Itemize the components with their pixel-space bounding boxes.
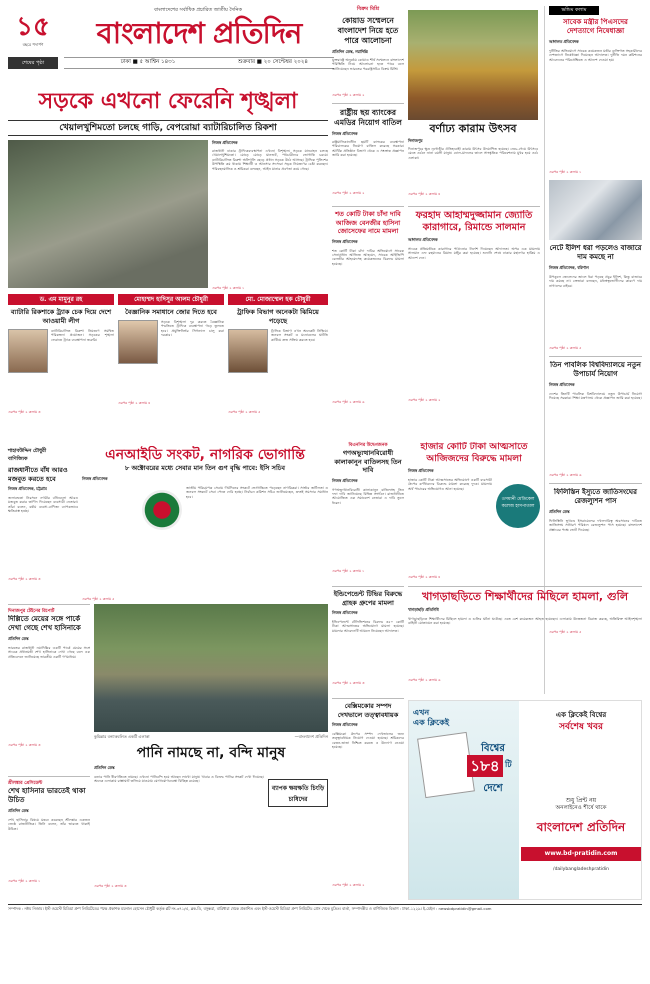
flood-story [94, 744, 328, 899]
columnist-body-1: ব্যাটারিচালিত রিকশা নিয়ন্ত্রণে সমন্বিত পরিকল্পনা প্রয়োজন। সড়কের শৃঙ্খলা ফেরাতে ট্র্যাক ব্যবস্থাপনা জরুরি। [51, 329, 114, 342]
advertisement [408, 700, 642, 900]
flood-body: বন্যার পানি ধীরগতিতে নামছে। এখনো পানিবন্দি হয়ে আছেন লাখো মানুষ। খাবার ও বিশুদ্ধ পানির সংকট দেখা দিয়েছে। অনেক এলাকায় রাস্তাঘাট তলিয়ে যাওয়ায় যোগাযোগব্যবস্থা বিচ্ছিন্ন রয়েছে। [94, 775, 264, 784]
demands-more: এরপর পৃষ্ঠা ২ কলাম ১ [332, 568, 365, 573]
delhi-kicker: দিনাজপুর টেইনের রিপোর্ট [8, 609, 55, 614]
nid-byline: নিজস্ব প্রতিবেদক [82, 476, 108, 481]
bexim-headline: বেক্সিমকোর সম্পদ দেখভালে তত্ত্বাবধায়ক [337, 702, 399, 719]
shahabuddin-headline: রাজধানীতে বাঁধ আরও মজবুত করতে হবে [8, 466, 68, 483]
farhad-body: সাবেক প্রতিমন্ত্রীকে কারাগারে পাঠানোর নির্দেশ দিয়েছেন আদালত। অপর এক মামলায় সালমান এফ রহমানের রিমান্ড মঞ্জুর করা হয়েছে। শুনানি শেষে ঢাকার মহানগর হাকিম এ আদেশ দেন। [408, 247, 540, 260]
aziz-headline: শত কোটি টাকা চাঁদা দাবি আজিজ বেনজীর হাসিনা জোসেফের নামে মামলা [335, 210, 401, 235]
srilanka-body: শেখ হাসিনার বিষয়ে মন্তব্য করেছেন শ্রীলঙ্কার একজন জ্যেষ্ঠ রাজনীতিক। তিনি বলেন, তাঁর ভারতে থাকাই উচিত। [8, 818, 90, 831]
demands-kicker: বিএনপির উদ্বেগজনক [348, 443, 388, 448]
farhad-story [408, 206, 540, 438]
vikram-more: এরপর পৃষ্ঠা ২ কলাম ২ [332, 93, 365, 97]
khagra-body: খাগড়াছড়িতে শিক্ষার্থীদের মিছিলে হামলা ও গুলির ঘটনা ঘটেছে। এতে বেশ কয়েকজন আহত হয়েছেন। এলাকায় উত্তেজনা বিরাজ করছে, অতিরিক্ত আইনশৃঙ্খলা বাহিনী মোতায়েন করা হয়েছে। [408, 617, 642, 626]
bexim-body: বেক্সিমকো গ্রুপের সম্পদ দেখভালের জন্য তত্ত্বাবধায়ক নিয়োগ দেওয়া হয়েছে। শ্রমিকদের বেতন-ভাতা নিশ্চিত করতে এ উদ্যোগ নেওয়া হয়েছে। [332, 732, 404, 750]
right-headline-3: তিন পাবলিক বিশ্ববিদ্যালয়ে নতুন উপাচার্য নিয়োগ [550, 361, 641, 378]
columnist-body-3: ট্রাফিক বিভাগ এখন অনেকটা নিষ্ক্রিয়। জনবল সংকট ও মনোবলের ঘাটতি কাটিয়ে দ্রুত সক্রিয় করতে হবে। [271, 329, 328, 342]
nid-headline: এনআইডি সংকট, নাগরিক ভোগান্তি [105, 447, 305, 463]
ad-unit: টি [505, 760, 512, 769]
shahabuddin-body: জলাবদ্ধতা নিরসনে নগরীর বাঁধগুলো আরও মজবুত করার তাগিদ দিয়েছেন ব্যবসায়ী নেতারা। তাঁরা বলেন, বর্ষায় ব্যবসা-বাণিজ্য ব্যাপকভাবে ক্ষতিগ্রস্ত হচ্ছে। [8, 496, 78, 514]
shahabuddin-byline: নিজস্ব প্রতিবেদক, চট্টগ্রাম [8, 486, 47, 491]
right-more-1: এরপর পৃষ্ঠা ২ কলাম ১ [549, 170, 582, 174]
columnist-more-1: এরপর পৃষ্ঠা ২ কলাম ৩ [8, 410, 41, 414]
right-headline-1: সাবেক মন্ত্রীর পিএসদের দেশত্যাগে নিষেধাজ্ঞা [563, 18, 628, 35]
right-kicker: ভন্ডিম কলাম [549, 6, 599, 15]
right-body-1: দুর্নীতির অভিযোগে সাবেক কয়েকজন মন্ত্রীর ব্যক্তিগত সহকারীদের দেশত্যাগে নিষেধাজ্ঞা দিয়েছেন আদালত। দুর্নীতি দমন কমিশনের আবেদনের পরিপ্রেক্ষিতে এ আদেশ দেওয়া হয়। [549, 49, 642, 62]
independent-byline: নিজস্ব প্রতিবেদক [332, 610, 358, 615]
srilanka-story [8, 776, 90, 896]
hajar-body: হাজার কোটি টাকা আত্মসাতের অভিযোগে একটি ব্যবসায়ী গ্রুপের কর্ণধারদের বিরুদ্ধে মামলা করেছে দুদক। মামলায় অর্থ পাচারের অভিযোগও আনা হয়েছে। [408, 478, 492, 491]
bank-headline: রাষ্ট্রীয় ছয় ব্যাংকের এমডির নিয়োগ বাতিল [334, 108, 402, 127]
karam-festival-photo [408, 10, 538, 120]
khagra-story [408, 586, 642, 696]
delhi-headline: দিল্লিতে মেয়ের সঙ্গে পার্কে দেখা গেছে শেখ হাসিনাকে [8, 615, 81, 632]
flood-photo [94, 604, 328, 732]
hajar-byline: নিজস্ব প্রতিবেদক [408, 468, 434, 473]
ad-count: ১৮৪ [467, 755, 503, 777]
karam-headline: বর্ণাঢ্য কারাম উৎসব [429, 122, 517, 135]
ad-url: www.bd-pratidin.com [521, 847, 641, 861]
hajar-headline: হাজার কোটি টাকা আত্মসাতে আজিজদের বিরুদ্ধে মামলা [420, 442, 528, 464]
srilanka-kicker: শ্রীলঙ্কার প্রেসিডেন্ট [8, 781, 43, 786]
anniversary-text: বছরে পদার্পণ [22, 42, 44, 47]
lead-more: এরপর পৃষ্ঠা ২ কলাম ১ [212, 286, 245, 290]
aziz-story [332, 206, 404, 438]
columnist-name-3: মো. মোজাম্মেল হক চৌধুরী [228, 294, 328, 305]
delhi-byline: প্রতিদিন ডেস্ক [8, 636, 29, 641]
lead-body: রাজধানী ঢাকার ট্রাফিকব্যবস্থাপনা এখনো বিশৃঙ্খল। সড়কে যানবাহন চলছে খেয়ালখুশিমতো। মোড়ে মোড়ে যানজট, পথচারীদের ভোগান্তি চরমে। ব্যাটারিচালিত রিকশা অলিগলি ছেড়ে প্রধান সড়কে উঠে আসছে। ট্রাফিক পুলিশের উপস্থিতি কম থাকায় শিক্ষার্থী ও আনসার সদস্যরা সড়ক নিয়ন্ত্রণের চেষ্টা করছেন। পরিবহনমালিক ও শ্রমিকরা বলছেন, আইন মানার প্রবণতা কমে গেছে। [212, 149, 328, 171]
columnist-title-1: ব্যাটারি রিকশাকে ট্র্যাক চেক দিয়ে দেশে আওয়ামী লীগ [10, 308, 112, 325]
independent-more: এরপর পৃষ্ঠা ২ কলাম ৩ [332, 681, 365, 685]
bexim-byline: নিজস্ব প্রতিবেদক [332, 722, 358, 727]
hilsa-photo [549, 180, 642, 240]
ad-line-2: এক ক্লিকেই [413, 718, 449, 727]
nid-more: এরপর পৃষ্ঠা ২ কলাম ৫ [82, 597, 115, 601]
srilanka-more: এরপর পৃষ্ঠা ২ কলাম ১ [8, 879, 41, 883]
masthead-tagline: বাংলাদেশের সর্বাধিক প্রচারিত জাতীয় দৈনিক [154, 7, 242, 13]
columnist-more-2: এরপর পৃষ্ঠা ২ কলাম ৪ [118, 401, 151, 405]
columnist-photo-3 [228, 329, 268, 373]
lead-subhead: খেয়ালখুশিমতো চলছে গাড়ি, বেপরোয়া ব্যাটারিচালিত রিকশা [8, 120, 328, 136]
nid-subhead: ৮ অক্টোবরের মধ্যে সেবার মান তিন গুণ বৃদ্ধি পাবে: ইসি সচিব [125, 464, 285, 472]
flood-caption: কুমিল্লার বন্যাকবলিত একটি এলাকা [94, 734, 150, 739]
ad-line-3: বিশ্বের [481, 743, 505, 754]
demands-byline: নিজস্ব প্রতিবেদক [332, 477, 358, 483]
flood-more: এরপর পৃষ্ঠা ২ কলাম ৩ [94, 884, 127, 888]
ad-line-4: দেশে [483, 783, 503, 794]
columnist-name-2: মোহাম্মদ হাদিসুর আলম চৌধুরী [118, 294, 224, 305]
shahabuddin-subkicker: বাণিজ্যিক [8, 456, 28, 462]
demands-headline: গণঅভ্যুত্থানবিরোধী কালাকানুন বাতিলসহ তিন দাবি [334, 449, 402, 474]
right-more-4: এরপর পৃষ্ঠা ২ কলাম ৫ [549, 630, 582, 634]
columnist-1 [8, 294, 114, 444]
ad-left-panel [409, 701, 519, 899]
independent-body: ইন্ডিপেন্ডেন্ট টেলিভিশনের বিরুদ্ধে ৩৫০ কোটি টাকা আত্মসাতের অভিযোগে মামলা হয়েছে। মামলার আবেদনটি আমলে নিয়েছেন আদালত। [332, 620, 404, 633]
delhi-more: এরপর পৃষ্ঠা ২ কলাম ৩ [8, 743, 41, 747]
ad-line-1: এখন [413, 708, 430, 717]
right-headline-4: ফিলিস্তিন ইস্যুতে জাতিসংঘের রেজল্যুশন পাস [554, 488, 637, 505]
ad-right-1: এক ক্লিকেই বিশ্বের [555, 711, 607, 719]
columnist-photo-2 [118, 320, 158, 364]
divider [549, 356, 642, 357]
page-label: শেষের পৃষ্ঠা [8, 57, 58, 69]
hajar-story [408, 442, 540, 582]
bank-byline: নিজস্ব প্রতিবেদক [332, 131, 358, 136]
columnist-more-3: এরপর পৃষ্ঠা ২ কলাম ৫ [228, 410, 261, 414]
khagra-headline: খাগড়াছড়িতে শিক্ষার্থীদের মিছিলে হামলা, গুলি [421, 590, 629, 603]
ad-right-2: সর্বশেষ খবর [559, 722, 603, 732]
srilanka-headline: শেখ হাসিনার ভারতেই থাকা উচিত [8, 787, 86, 804]
ec-logo [142, 490, 182, 530]
flood-credit: —বাংলাদেশ প্রতিদিন [294, 734, 328, 739]
columnist-3 [228, 294, 328, 444]
right-body-3: দেশের তিনটি পাবলিক বিশ্ববিদ্যালয়ে নতুন উপাচার্য নিয়োগ দিয়েছে সরকার। শিক্ষা মন্ত্রণালয় থেকে প্রজ্ঞাপন জারি করা হয়েছে। [549, 392, 642, 401]
delhi-body: ভারতের রাজধানী নয়াদিল্লির একটি পার্কে মেয়ের সঙ্গে সাবেক প্রধানমন্ত্রী শেখ হাসিনাকে দেখা গেছে বলে এক প্রতিবেদনে জানিয়েছে ভারতীয় একটি গণমাধ্যম। [8, 646, 90, 659]
shrimp-box: ব্যাপক ক্ষয়ক্ষতি চিংড়ি চাষিদের [268, 779, 328, 807]
footer-imprint: সম্পাদক : নঈম নিজাম। ইস্ট ওয়েস্ট মিডিয়া গ্রুপ লিমিটেডের পক্ষে প্রকাশক ময়নাল হোসেন চৌধুরী কর্তৃক প্লট নং-৩৭১/এ, ব্লক-ডি, বসুন্ধরা, বারিধারা থেকে প্রকাশিত এবং ইস্ট ওয়েস্ট মিডিয়া গ্রুপ লিমিটেড প্রেস থেকে মুদ্রিত। বার্তা, সম্পাদকীয় ও বাণিজ্যিক বিভাগ : ঢাকা-১২২৯। ই-মেইল : newsbdpratidin@gmail.com [8, 906, 492, 911]
vikram-byline: প্রতিদিন ডেস্ক, নয়াদিল্লি [332, 49, 368, 54]
footer-rule [8, 904, 642, 905]
demands-story [332, 442, 404, 582]
karam-story [408, 122, 538, 202]
vikram-story [332, 6, 404, 199]
right-body-2: উপকূলে জেলেদের জালে ধরা পড়ছে প্রচুর ইলিশ, কিন্তু বাজারে দাম কমছে না। ক্রেতারা বলছেন, মধ্যস্বত্বভোগীদের কারণে দাম নাগালের বাইরে। [549, 275, 642, 288]
right-byline-1: আদালত প্রতিবেদক [549, 39, 579, 44]
columnist-title-2: বৈজ্ঞানিক সমাধানে জোর দিতে হবে [125, 308, 217, 316]
traffic-photo [8, 140, 208, 288]
bank-more: এরপর পৃষ্ঠা ২ কলাম ২ [332, 191, 365, 195]
bank-body: রাষ্ট্রমালিকানাধীন ছয়টি ব্যাংকের ব্যবস্থাপনা পরিচালকের নিয়োগ বাতিল করেছে সরকার। আর্থিক প্রতিষ্ঠান বিভাগ থেকে এ সংক্রান্ত প্রজ্ঞাপন জারি করা হয়েছে। [332, 140, 404, 158]
columnist-photo-1 [8, 329, 48, 373]
lead-body-wrap [212, 140, 328, 290]
columnist-body-2: সড়কে বিশৃঙ্খলা দূর করতে বৈজ্ঞানিক পদ্ধতিতে ট্রাফিক ব্যবস্থাপনা গড়ে তুলতে হবে। প্রযুক্তিনির্ভর সিগন্যাল চালু করা দরকার। [161, 320, 224, 338]
right-more-2: এরপর পৃষ্ঠা ২ কলাম ৫ [549, 346, 582, 350]
vikram-headline: কোয়াড সম্মেলনে বাংলাদেশ নিয়ে হতে পারে আলোচনা [337, 16, 399, 45]
karam-more: এরপর পৃষ্ঠা ২ কলাম ৪ [408, 192, 441, 196]
lead-headline: সড়কে এখনো ফেরেনি শৃঙ্খলা [38, 89, 298, 114]
masthead-title: বাংলাদেশ প্রতিদিন [96, 16, 302, 50]
karam-body: দিনাজপুরে ক্ষুদ্র নৃগোষ্ঠীর ঐতিহ্যবাহী কারাম উৎসব উদযাপিত হয়েছে। নেচে-গেয়ে উৎসবে মেতে ওঠেন নানা বয়সী মানুষ। ঢোল-মাদলের তালে সাংস্কৃতিক পরিবেশনায় মুখর হয়ে ওঠে এলাকা। [408, 147, 538, 160]
khagra-more: এরপর পৃষ্ঠা ২ কলাম ৬ [408, 678, 441, 682]
weekday-date: শুক্রবার ■ ২০ সেপ্টেম্বর ২০২৪ [237, 59, 308, 65]
columnist-2 [118, 294, 224, 444]
farhad-headline: ফরহাদ আহাম্মদুজ্জামান জ্যোতি কারাগারে, রিমান্ডে সালমান [415, 210, 533, 233]
right-byline-2: নিজস্ব প্রতিবেদক, বরিশাল [549, 265, 589, 270]
ad-social: /dailybangladeshpratidin [553, 867, 609, 872]
aziz-byline: নিজস্ব প্রতিবেদক [332, 238, 358, 244]
ad-brand: বাংলাদেশ প্রতিদিন [536, 820, 626, 834]
lead-byline: নিজস্ব প্রতিবেদক [212, 140, 238, 145]
farhad-byline: আদালত প্রতিবেদক [408, 237, 438, 242]
columnist-title-3: ট্রাফিক বিভাগ অনেকটা ঝিমিয়ে পড়েছে [237, 308, 319, 325]
bexim-more: এরপর পৃষ্ঠা ২ কলাম ২ [332, 883, 365, 887]
srilanka-byline: প্রতিদিন ডেস্ক [8, 808, 29, 813]
shahabuddin-story [8, 448, 78, 598]
flood-byline: প্রতিদিন ডেস্ক [94, 765, 115, 770]
anniversary-number: ১৫ [16, 12, 50, 42]
city-date: ঢাকা ■ ৫ আশ্বিন ১৪৩১ [120, 59, 176, 65]
columnist-name-1: ড. এম মামুনুর রহ [8, 294, 114, 305]
right-more-3: এরপর পৃষ্ঠা ২ কলাম ৬ [549, 473, 582, 477]
demands-body: গণঅভ্যুত্থানবিরোধী কালাকানুন বাতিলসহ তিন দফা দাবি জানিয়েছে বিভিন্ন সংগঠন। রাজধানীতে আয়োজিত এক সমাবেশে নেতারা এ দাবি তুলে ধরেন। [332, 487, 404, 505]
shahabuddin-kicker: শাহাবউদ্দিন চৌধুরী [8, 448, 47, 454]
ad-right-4: অনলাইনেও শীর্ষে থাকে [555, 805, 607, 811]
aziz-body: শত কোটি টাকা চাঁদা দাবির অভিযোগে সাবেক সেনাপ্রধান আজিজ আহমেদ, সাবেক আইজিপি বেনজীর আহমেদসহ কয়েকজনের বিরুদ্ধে মামলা হয়েছে। [332, 248, 404, 266]
divider [549, 483, 642, 484]
divider [332, 103, 404, 104]
right-headline-2: নেটে ইলিশ ধরা পড়লেও বাজারে দাম কমছে না [549, 244, 642, 261]
vikram-kicker: বিক্রম মিশ্রি [356, 6, 380, 12]
karam-byline: দিনাজপুর [408, 138, 423, 143]
hospital-badge: ওসমানী মেডিকেল কলেজ হাসপাতাল [496, 484, 540, 528]
delhi-story [8, 604, 90, 774]
nid-story [82, 446, 328, 601]
nid-body: জাতীয় পরিচয়পত্র সেবায় দীর্ঘদিনের সংকটে ভোগান্তিতে পড়েছেন নাগরিকরা। সার্ভার জটিলতা ও জনবল সংকটে সেবা পেতে দেরি হচ্ছে। নির্বাচন কমিশন সচিব জানিয়েছেন, দ্রুতই সমস্যার সমাধান হবে। [186, 486, 328, 499]
shahabuddin-more: এরপর পৃষ্ঠা ২ কলাম ৩ [8, 577, 41, 581]
anniversary-badge [8, 12, 58, 54]
vikram-body: যুক্তরাষ্ট্রে অনুষ্ঠেয় কোয়াড শীর্ষ সম্মেলনে বাংলাদেশ পরিস্থিতি নিয়ে আলোচনা হতে পারে বলে জানিয়েছেন ভারতের পররাষ্ট্রসচিব বিক্রম মিশ্রি। [332, 58, 404, 71]
farhad-more: এরপর পৃষ্ঠা ২ কলাম ২ [408, 398, 441, 402]
right-byline-3: নিজস্ব প্রতিবেদক [549, 382, 575, 387]
independent-headline: ইন্ডিপেন্ডেন্ট টিভির বিরুদ্ধে গ্রাহক গ্রুপের মামলা [333, 590, 403, 607]
right-body-4: ফিলিস্তিনি ভূখণ্ডে ইসরায়েলের দখলদারিত্ব অবসানের দাবিতে জাতিসংঘ সাধারণ পরিষদে রেজল্যুশন পাস হয়েছে। বাংলাদেশ প্রস্তাবের পক্ষে ভোট দিয়েছে। [549, 519, 642, 532]
bexim-story [332, 698, 404, 898]
hajar-more: এরপর পৃষ্ঠা ২ কলাম ৪ [408, 575, 441, 579]
khagra-byline: খাগড়াছড়ি প্রতিনিধি [408, 607, 439, 612]
aziz-more: এরপর পৃষ্ঠা ২ কলাম ৬ [332, 399, 365, 404]
flood-headline: পানি নামছে না, বন্দি মানুষ [136, 745, 286, 761]
ad-right-3: শুধু প্রিন্ট নয় [565, 797, 597, 804]
right-byline-4: প্রতিদিন ডেস্ক [549, 509, 570, 514]
independent-story [332, 586, 404, 696]
